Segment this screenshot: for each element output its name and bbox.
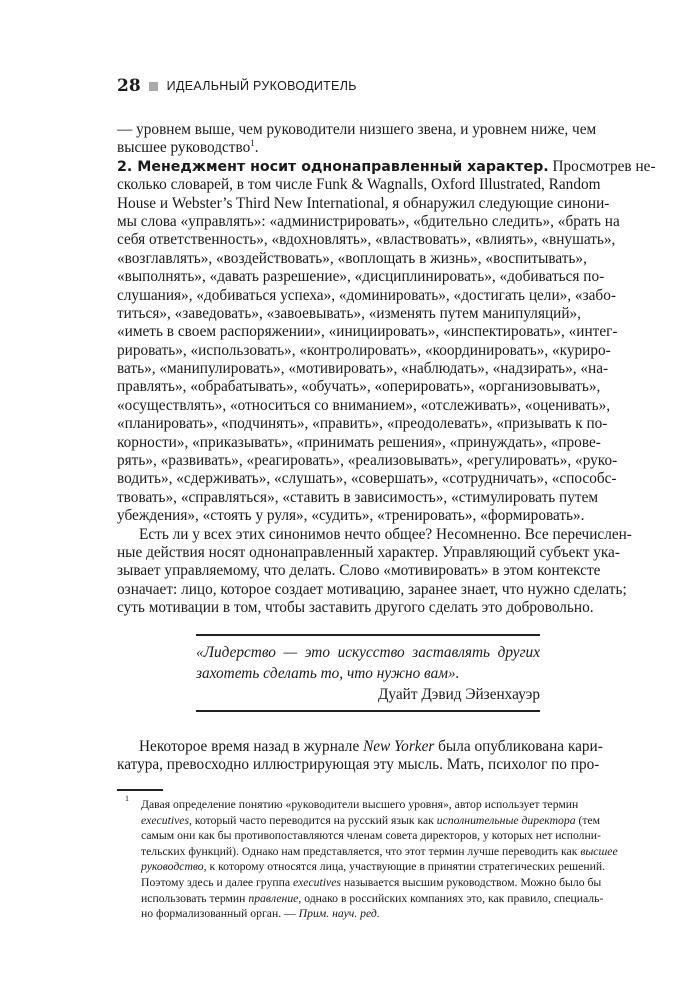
text-line	[117, 580, 627, 599]
text-line	[117, 507, 585, 525]
text-span: вать», «манипулировать», «мотивировать», «наблюдать», «надзирать», «на-	[117, 360, 609, 378]
text-span: «планировать», «подчинять», «править», «преодолевать», «призывать к по-	[117, 415, 608, 433]
text-line	[117, 415, 608, 433]
text-span: Поэтому здесь и далее группа	[141, 875, 293, 889]
text-span: рировать», «использовать», «контролировать», «координировать», «куриро-	[117, 341, 611, 359]
text-span: Некоторое время назад в журнале	[139, 738, 364, 755]
text-line	[117, 323, 618, 341]
text-line	[117, 249, 587, 268]
text-span: executives	[292, 875, 341, 889]
text-line	[117, 341, 611, 360]
text-span: себя ответственность», «вдохновлять», «властвовать», «влиять», «внушать»,	[117, 231, 616, 249]
text-line	[117, 360, 609, 378]
text-span: титься», «заведовать», «завоевывать», «изменять путем манипуляций»,	[117, 304, 582, 322]
text-line	[117, 543, 620, 562]
text-span: твовать», «справляться», «ставить в зависимость», «стимулировать путем	[117, 488, 599, 506]
epigraph-quote	[196, 634, 540, 712]
text-line	[117, 452, 618, 470]
text-span: использовать термин	[141, 891, 249, 905]
text-line	[117, 844, 618, 860]
footnote-rule	[117, 789, 163, 791]
text-span: означает: лицо, которое создает мотивацию, заранее знает, что нужно сделать;	[117, 580, 627, 598]
text-line	[117, 738, 603, 756]
text-line	[117, 525, 632, 544]
text-line	[117, 378, 601, 396]
text-span: высшее	[580, 844, 618, 858]
quote-bottom-rule	[196, 710, 540, 712]
text-line	[117, 304, 582, 323]
text-span: executives	[141, 813, 190, 827]
text-line	[117, 562, 601, 580]
text-span: высшее руководство	[117, 139, 251, 157]
text-line	[117, 176, 601, 194]
text-line	[117, 121, 597, 139]
text-line	[117, 286, 616, 305]
text-span: тельских функций). Однако нам представляется, что этот термин лучше переводить как	[141, 844, 581, 858]
running-title: ИДЕАЛЬНЫЙ РУКОВОДИТЕЛЬ	[166, 79, 357, 93]
text-line	[117, 231, 616, 249]
text-span: была опубликована кари-	[434, 738, 603, 755]
text-line	[117, 828, 601, 844]
text-span: называется высшим руководством. Можно было бы	[340, 875, 602, 889]
text-span: убеждения», «стоять у руля», «судить», «тренировать», «формировать».	[117, 507, 585, 525]
text-line	[117, 599, 594, 617]
text-line	[117, 797, 577, 813]
text-span: сколько словарей, в том числе Funk & Wagnalls, Oxford Illustrated, Random	[117, 176, 601, 194]
header-square-ornament	[149, 82, 158, 91]
text-line	[117, 139, 577, 157]
text-line	[117, 859, 606, 875]
text-span: ные действия носят однонаправленный характер. Управляющий субъект ука-	[117, 543, 620, 561]
text-span: корности», «приказывать», «принимать решения», «принуждать», «прове-	[117, 433, 601, 451]
quote-top-rule	[196, 634, 540, 636]
text-line	[117, 875, 602, 891]
text-line	[117, 194, 610, 213]
text-span: Давая определение понятию «руководители высшего уровня», автор использует термин	[141, 798, 579, 811]
text-line	[117, 157, 656, 176]
text-span: руководство	[141, 860, 204, 874]
text-line	[117, 756, 600, 774]
text-span: , который часто переводится на русский язык как	[189, 813, 437, 827]
footnote-reference: 1	[250, 138, 255, 149]
text-line	[117, 212, 620, 231]
text-span: самым они как бы противопоставляются членам совета директоров, у которых нет исполни-	[141, 829, 601, 843]
text-span: «иметь в своем распоряжении», «инициировать», «инспектировать», «интег-	[117, 323, 618, 341]
text-line	[117, 396, 611, 415]
text-line	[117, 813, 601, 829]
text-span: (тем	[575, 813, 601, 827]
text-span: рять», «развивать», «реагировать», «реализовывать», «регулировать», «руко-	[117, 452, 618, 470]
text-span: New Yorker	[363, 738, 435, 755]
quote-author: Дуайт Дэвид Эйзенхауэр	[377, 686, 540, 703]
text-span: катура, превосходно иллюстрирующая эту мысль. Мать, психолог по про-	[117, 756, 600, 774]
text-span: , к которому относятся лица, участвующие в принятии стратегических решений.	[203, 860, 606, 874]
text-span: «выполнять», «давать разрешение», «дисциплинировать», «добиваться по-	[117, 268, 605, 286]
text-span: , однако в российских компаниях это, как правило, специаль-	[298, 891, 604, 905]
text-span: но формализованный орган. —	[141, 907, 299, 921]
text-span: Просмотрев не-	[548, 157, 656, 175]
text-span: правление	[248, 891, 299, 905]
text-line	[117, 470, 617, 488]
text-span: «возглавлять», «воздействовать», «воплощать в жизнь», «воспитывать»,	[117, 249, 587, 267]
page-number: 28	[117, 76, 141, 96]
text-span: .	[254, 139, 259, 157]
text-span: суть мотивации в том, чтобы заставить другого сделать это добровольно.	[117, 599, 594, 617]
bold-heading: 2. Менеджмент носит однонаправленный характер.	[117, 158, 549, 175]
quote-line: «Лидерство — это искусство заставлять других	[196, 644, 540, 661]
text-line	[117, 906, 577, 922]
text-span: правлять», «обрабатывать», «обучать», «оперировать», «организовывать»,	[117, 378, 601, 396]
footnote-mark: 1	[125, 794, 129, 803]
text-span: Прим. науч. ред.	[298, 907, 380, 921]
text-span: мы слова «управлять»: «администрировать», «бдительно следить», «брать на	[117, 212, 620, 230]
text-span: — уровнем выше, чем руководители низшего звена, и уровнем ниже, чем	[117, 121, 597, 138]
text-span: водить», «сдерживать», «слушать», «совершать», «сотрудничать», «способс-	[117, 470, 617, 488]
text-line	[117, 488, 599, 507]
text-line	[117, 433, 601, 452]
text-line	[117, 891, 604, 907]
text-line	[117, 268, 605, 286]
text-span: Есть ли у всех этих синонимов нечто общее? Несомненно. Все перечислен-	[139, 525, 632, 543]
text-span: «осуществлять», «относиться со вниманием», «отслеживать», «оценивать»,	[117, 396, 611, 414]
body-text-2	[117, 738, 603, 775]
text-span: House и Webster’s Third New International, я обнаружил следующие синони-	[117, 194, 610, 212]
text-span: слушания», «добиваться успеха», «доминировать», «достигать цели», «забо-	[117, 286, 616, 304]
running-header	[117, 76, 357, 96]
text-span: зывает управляемому, что делать. Слово «мотивировать» в этом контексте	[117, 562, 601, 580]
footnote	[117, 794, 618, 922]
text-span: исполнительные директора	[436, 813, 576, 827]
quote-line: захотеть сделать то, что нужно вам».	[196, 665, 460, 682]
body-text-1	[117, 121, 656, 618]
